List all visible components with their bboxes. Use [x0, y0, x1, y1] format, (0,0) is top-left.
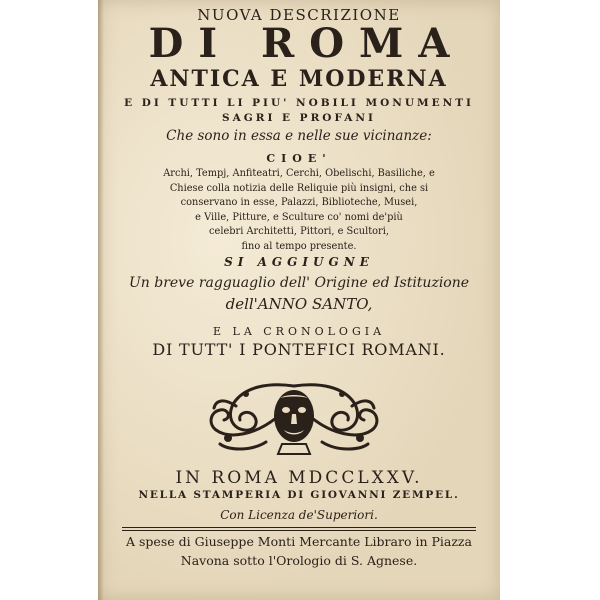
- bookseller-line: A spese di Giuseppe Monti Mercante Libraro in Piazza: [126, 534, 472, 549]
- title-page: [98, 0, 500, 600]
- imprint-place-date: IN ROMA MDCCLXXV.: [175, 468, 423, 488]
- subtitle-line-vicinanze: Che sono in essa e nelle sue vicinanze:: [166, 128, 432, 144]
- addition-line-origine: Un breve ragguaglio dell' Origine ed Istituzione: [128, 275, 470, 291]
- contents-line: Archi, Tempj, Anfiteatri, Cerchi, Obelischi, Basiliche, e: [163, 168, 435, 179]
- divider-rule: [122, 527, 476, 528]
- heading-si-aggiugne: SI AGGIUGNE: [224, 255, 374, 269]
- contents-line: Chiese colla notizia delle Reliquie più insigni, che si: [169, 182, 429, 194]
- title-line-nuova-descrizione: NUOVA DESCRIZIONE: [197, 6, 401, 24]
- grotesque-mask-ornament-icon: [206, 378, 382, 456]
- contents-description: [98, 167, 500, 254]
- imprint-license: Con Licenza de'Superiori.: [220, 508, 378, 522]
- heading-cronologia: E LA CRONOLOGIA: [212, 325, 386, 338]
- imprint-printer: NELLA STAMPERIA DI GIOVANNI ZEMPEL.: [138, 489, 460, 501]
- divider-rule: [122, 530, 476, 531]
- heading-cioe: CIOE': [266, 152, 332, 165]
- addition-line-pontefici: DI TUTT' I PONTEFICI ROMANI.: [152, 340, 446, 359]
- addition-line-anno-santo: dell'ANNO SANTO,: [225, 295, 373, 313]
- contents-line: celebri Architetti, Pittori, e Scultori,: [209, 226, 389, 237]
- subtitle: ANTICA E MODERNA: [150, 66, 448, 92]
- contents-line: conservano in esse, Palazzi, Biblioteche, Musei,: [180, 197, 418, 208]
- contents-line: e Ville, Pitture, e Sculture co' nomi de'più: [195, 211, 403, 223]
- bookseller-line: Navona sotto l'Orologio di S. Agnese.: [180, 553, 418, 568]
- subtitle-line-monumenti: E DI TUTTI LI PIU' NOBILI MONUMENTI: [124, 97, 474, 109]
- main-title: DI ROMA: [148, 20, 465, 67]
- contents-line: fino al tempo presente.: [241, 240, 357, 252]
- subtitle-line-sagri: SAGRI E PROFANI: [222, 112, 376, 124]
